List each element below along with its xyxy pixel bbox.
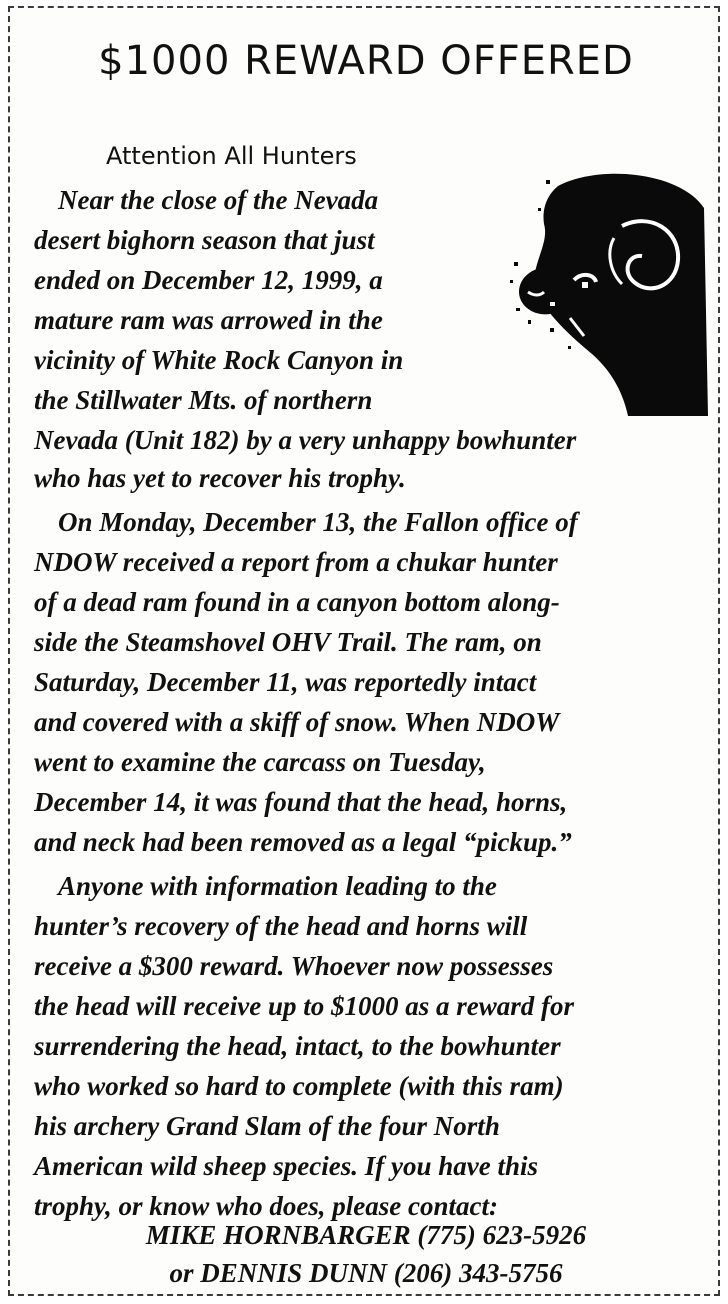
body-text-line: ended on December 12, 1999, a	[34, 265, 383, 295]
body-text-line: and covered with a skiff of snow. When NDOW	[34, 707, 560, 737]
bighorn-ram-head-icon	[510, 168, 710, 418]
body-text-line: the Stillwater Mts. of northern	[34, 385, 373, 415]
body-text-line: desert bighorn season that just	[34, 225, 375, 255]
contact-mike-hornbarger: MIKE HORNBARGER (775) 623-5926	[145, 1220, 587, 1250]
body-text-line: Anyone with information leading to the	[58, 871, 497, 901]
body-text-line: surrendering the head, intact, to the bowhunter	[34, 1031, 561, 1061]
body-text-line: who has yet to recover his trophy.	[34, 463, 406, 493]
body-text-line: who worked so hard to complete (with this ram)	[34, 1071, 564, 1101]
subheadline: Attention All Hunters	[106, 142, 357, 170]
contact-dennis-dunn: or DENNIS DUNN (206) 343-5756	[169, 1258, 563, 1288]
body-text-line: vicinity of White Rock Canyon in	[34, 345, 404, 375]
body-text-line: the head will receive up to $1000 as a reward for	[34, 991, 574, 1021]
body-text-line: Saturday, December 11, was reportedly intact	[34, 667, 537, 697]
body-text-line: his archery Grand Slam of the four North	[34, 1111, 500, 1141]
body-text-line: mature ram was arrowed in the	[34, 305, 383, 335]
body-text-line: American wild sheep species. If you have this	[34, 1151, 538, 1181]
body-text-line: Near the close of the Nevada	[58, 185, 379, 215]
reward-notice-clipping	[8, 6, 720, 1296]
body-text-line: December 14, it was found that the head, horns,	[34, 787, 568, 817]
body-text-line: side the Steamshovel OHV Trail. The ram, on	[34, 627, 542, 657]
body-text-line: of a dead ram found in a canyon bottom along-	[34, 587, 560, 617]
body-text-line: NDOW received a report from a chukar hunter	[34, 547, 558, 577]
body-text-line: went to examine the carcass on Tuesday,	[34, 747, 486, 777]
body-text-line: trophy, or know who does, please contact:	[34, 1191, 499, 1221]
body-text-line: and neck had been removed as a legal “pickup.”	[34, 827, 572, 857]
body-text-line: receive a $300 reward. Whoever now possesses	[34, 951, 554, 981]
body-text-line: hunter’s recovery of the head and horns will	[34, 911, 528, 941]
body-text-line: Nevada (Unit 182) by a very unhappy bowhunter	[34, 425, 577, 455]
body-text-line: On Monday, December 13, the Fallon office of	[58, 507, 578, 537]
headline: $1000 REWARD OFFERED	[98, 38, 634, 84]
